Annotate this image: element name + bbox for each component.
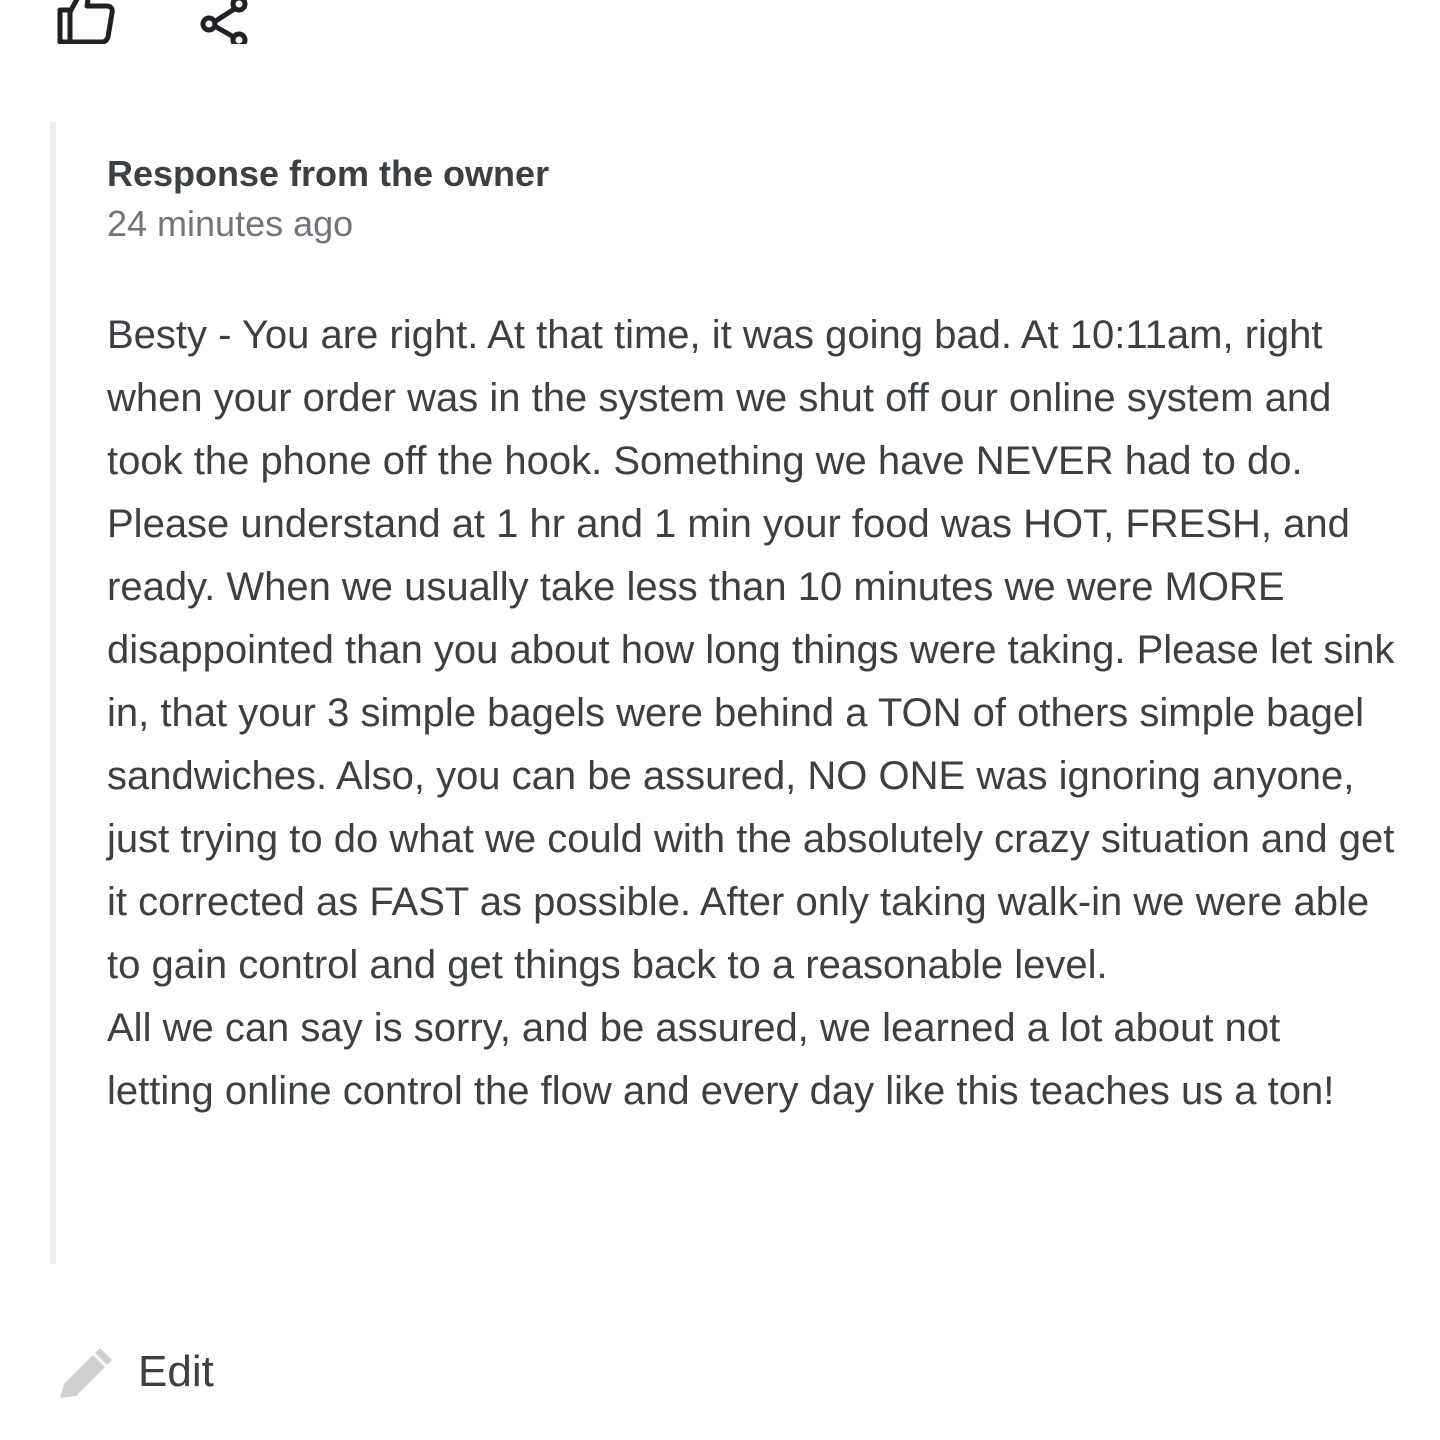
pencil-icon [56,1340,120,1404]
response-title: Response from the owner [107,153,550,194]
like-button[interactable] [50,0,120,48]
edit-label: Edit [138,1347,214,1396]
response-text: Besty - You are right. At that time, it was going bad. At 10:11am, right when your order was in the system we shut off our online system and took the phone off the hook. Something we have NEVER had to do. Please understand at 1 hr and 1 min your food was HOT, FRESH, and ready. When we usually take less than 10 minutes we were MORE disappointed than you about how long things were taking. Please let sink in, that your 3 simple bagels were behind a TON of others simple bagel sandwiches. Also, you can be assured, NO ONE was ignoring anyone, just trying to do what we could with the absolutely crazy situation and get it corrected as FAST as possible. After only taking walk-in we were able to gain control and get things back to a reasonable level. All we can say is sorry, and be assured, we learned a lot about not letting online control the flow and every day like this teaches us a ton! [107,313,1395,1113]
share-button[interactable] [190,0,260,48]
response-timestamp: 24 minutes ago [107,203,354,244]
thumbs-up-icon [54,0,116,44]
owner-response [50,122,1410,1264]
share-icon [197,0,253,44]
